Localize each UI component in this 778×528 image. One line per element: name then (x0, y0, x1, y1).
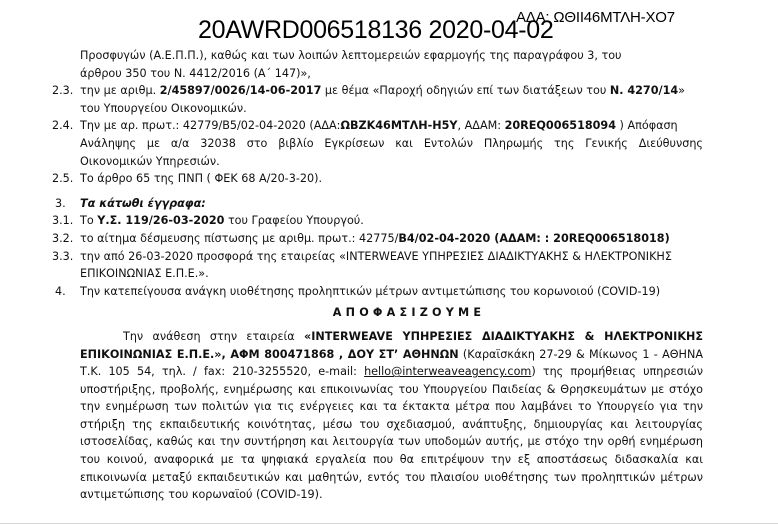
text: Την ανάθεση στην εταιρεία (123, 329, 305, 343)
page-edge-divider (0, 523, 778, 524)
item-number: 3. (55, 196, 66, 210)
list-item-2-5 (0, 170, 703, 188)
text: » (678, 84, 686, 98)
text-line: Την κατεπείγουσα ανάγκη υιοθέτησης προληπτικών μέτρων αντιμετώπισης του κορωνοιού (COVID-19) (80, 284, 661, 298)
text: Το (80, 214, 98, 228)
decision-heading: ΑΠΟΦΑΣΙΖΟΥΜΕ (332, 306, 486, 320)
text: ) της προμήθειας υπηρεσιών υποστήριξης, προβολής, ενημέρωσης και επικοινωνίας του Υπουργείου Παιδείας & Θρησκευμάτων με στόχο την ενημέρωση των πολιτών για τις ενέργειες και τα έκτακτα μέτρα που λαμβάνει το Υπουργείο για την στήριξη της εκπαιδευτικής κοινότητας, μέσω του σχεδιασμού, ανάπτυξης, δημιουργίας και λειτουργίας ιστοσελίδας, καθώς και την συντήρηση και λειτουργία των υποδομών αυτής, με στόχο την ορθή ενημέρωση του κοινού, αναφορικά με τα ψηφιακά εργαλεία που θα επιτρέψουν την εξ αποστάσεως διδασκαλία και επικοινωνία μεταξύ εκπαιδευτικών και μαθητών, εντός του πλαισίου υιοθέτησης των προληπτικών μέτρων αντιμετώπισης του κορωναϊού (COVID-19). (80, 365, 704, 502)
text-line: Οικονομικών Υπηρεσιών. (80, 154, 220, 168)
text-line: Ανάληψης με α/α 32038 στο βιβλίο Εγκρίσεων και Εντολών Πληρωμής της Γενικής Διεύθυνσης (80, 136, 703, 150)
email-link[interactable]: hello@interweaveagency.com (364, 365, 532, 379)
ada-stamp: ΑΔΑ: ΩΘΙΙ46ΜΤΛΗ-ΧΟ7 (516, 9, 675, 26)
list-item-3-3 (0, 248, 703, 283)
reference-number: Υ.Σ. 119/26-03-2020 (97, 214, 225, 228)
company-address: (Καραϊσκάκη 27-29 & Μίκωνος 1 - ΑΘΗΝΑ Τ.Κ. 105 54, τηλ. / fax: 210-3255520, e-mail: (80, 347, 703, 379)
text: Την με αρ. πρωτ.: 42779/Β5/02-04-2020 (ΑΔΑ: (80, 119, 341, 133)
list-item-2-3 (0, 82, 703, 117)
text-line: άρθρου 350 του Ν. 4412/2016 (Α΄ 147)», (80, 66, 311, 80)
item-number: 2.3. (52, 84, 74, 98)
law-reference: Ν. 4270/14 (609, 84, 679, 98)
adam-code: 20REQ006518094 (504, 119, 616, 133)
list-item-3-2 (0, 230, 703, 248)
section-title: Τα κάτωθι έγγραφα: (80, 196, 206, 210)
company-details: «INTERWEAVE ΥΠΗΡΕΣΙΕΣ ΔΙΑΔΙΚΤΥΑΚΗΣ & ΗΛΕΚΤΡΟΝΙΚΗΣ ΕΠΙΚΟΙΝΩΝΙΑΣ Ε.Π.Ε.», ΑΦΜ 800471868 , ΔΟΥ ΣΤ’ ΑΘΗΝΩΝ (80, 329, 703, 361)
decision-paragraph (0, 328, 703, 504)
list-item-2-4 (0, 117, 703, 170)
text: ) Απόφαση (616, 119, 678, 133)
list-item-2-2-continuation (0, 47, 703, 82)
text-line: του Υπουργείου Οικονομικών. (80, 101, 247, 115)
text: με θέμα «Παροχή οδηγιών επί των διατάξεων του (321, 84, 610, 98)
reference-number: Β4/02-04-2020 (ΑΔΑΜ: : 20REQ006518018) (398, 231, 670, 245)
document-id-stamp: 20AWRD006518136 2020-04-02 (198, 16, 554, 44)
item-number: 2.4. (52, 119, 74, 133)
ada-code: ΩΒΖΚ46ΜΤΛΗ-Η5Υ (340, 119, 458, 133)
item-number: 3.2. (52, 231, 74, 245)
text-line: ΕΠΙΚΟΙΝΩΝΙΑΣ Ε.Π.Ε.». (80, 267, 209, 281)
item-number: 2.5. (52, 172, 74, 186)
document-body (0, 47, 778, 504)
list-item-4 (0, 283, 703, 301)
reference-number: 2/45897/0026/14-06-2017 (159, 84, 322, 98)
text: την με αριθμ. (80, 84, 160, 98)
text: , ΑΔΑΜ: (457, 119, 505, 133)
text-line: Προσφυγών (Α.Ε.Π.Π.), καθώς και των λοιπών λεπτομερειών εφαρμογής της παραγράφου 3, του (80, 49, 622, 62)
section-3-heading (0, 195, 703, 213)
text-line: Το άρθρο 65 της ΠΝΠ ( ΦΕΚ 68 Α/20-3-20). (80, 172, 323, 186)
item-number: 4. (55, 284, 66, 298)
text: του Γραφείου Υπουργού. (224, 214, 364, 228)
item-number: 3.3. (52, 249, 74, 263)
list-item-3-1 (0, 212, 703, 230)
item-number: 3.1. (52, 214, 74, 228)
text: το αίτημα δέσμευσης πίστωσης με αριθμ. πρωτ.: 42775/ (80, 231, 399, 245)
text-line: την από 26-03-2020 προσφορά της εταιρείας «INTERWEAVE ΥΠΗΡΕΣΙΕΣ ΔΙΑΔΙΚΤΥΑΚΗΣ & ΗΛΕΚΤΡΟΝΙΚΗΣ (80, 249, 672, 263)
